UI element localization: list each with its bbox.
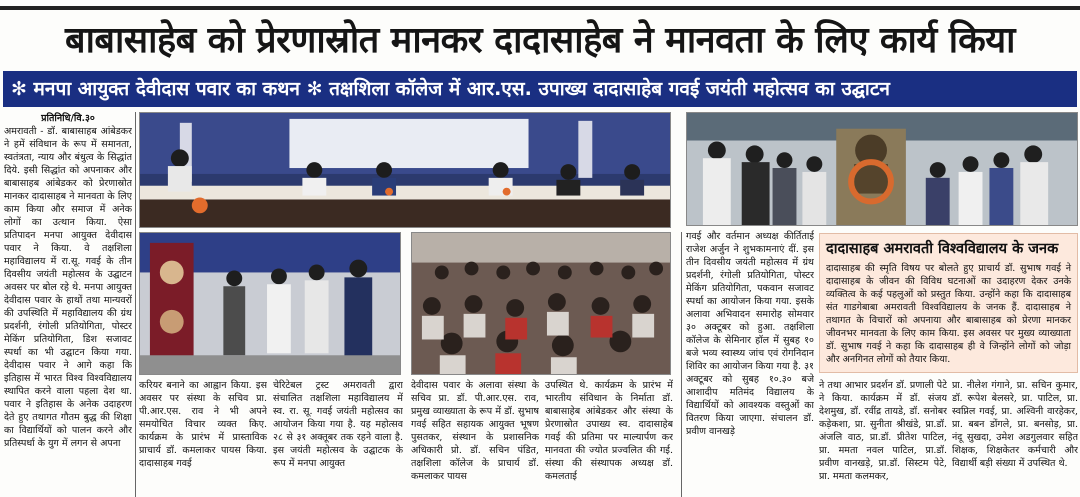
photo-lamp-lighting bbox=[139, 232, 401, 375]
article-column-7: ने तथा आभार प्रदर्शन डॉ. प्रणाली पेटे ने किया. कार्यक्रम में डॉ. संजय देशमुख, डॉ. रवींद्र तायडे, डॉ. सनोबर कड़ेकशा, प्रा. सुनीता श्रीखंडे, प्रा.डॉ. अंजलि वाठ, प्रा.डॉ. प्रीतेश पाटिल, प्रा. ममता नवल पाटिल, प्रा.डॉ. प्रवीण वानखड़े, प्रा.डॉ. सिस्टम पेटे, प्रा. ममता कलमकर, bbox=[819, 380, 947, 482]
headline: बाबासाहेब को प्रेरणास्रोत मानकर दादासाहेब ने मानवता के लिए कार्य किया bbox=[65, 20, 1015, 61]
article-column-8: प्रा. नीलेश गंगाने, प्रा. सचिन कुमार, डॉ. रूपेश बेलसरे, प्रा. पाटिल, प्रा. स्वप्निल गवई, प्रा. अश्विनी वारहेकर, प्रा. बबन डोंगले, प्रा. बनसोड़, प्रा. नंदू सुखदा, उमेश अडगुलवार सहित शिक्षक, शिक्षकेतर कर्मचारी और विद्यार्थी बड़ी संख्या में उपस्थित थे. bbox=[952, 380, 1078, 469]
photo-audience bbox=[411, 232, 671, 375]
article-column-6: गवई और वर्तमान अध्यक्ष कीर्तिताई राजेश अर्जुन ने शुभकामनाएं दीं. इस तीन दिवसीय जयंती महोत्सव में ग्रंथ प्रदर्शनी, रंगोली प्रतियोगिता, पोस्टर मेकिंग प्रतियोगिता, पकवान सजावट स्पर्धा का आयोजन किया गया. इसके अलावा अभिवादन समारोह सोमवार ३० अक्टूबर को हुआ. तक्षशिला कॉलेज के सेमिनार हॉल में सुबह १० बजे भव्य स्वास्थ्य जांच एवं रोगनिदान शिविर का आयोजन किया गया है. ३१ अक्टूबर को सुबह १०.३० बजे आशादीप मतिमंद विद्यालय के विद्यार्थियों को आवश्यक वस्तुओं का वितरण किया जाएगा. संचालन डॉ. प्रवीण वानखड़े bbox=[686, 231, 814, 437]
article-column-3: चेरिटेबल ट्रस्ट अमरावती द्वारा संचालित तक्षशिला महाविद्यालय में स्व. रा. सू. गवई जयंती महोत्सव का आयोजन किया गया है. यह महोत्सव २८ से ३१ अक्तूबर तक रहने वाला है. इस जयंती महोत्सव के उद्घाटक के रूप में मनपा आयुक्त bbox=[273, 380, 403, 469]
column-1-text: अमरावती - डॉ. बाबासाहब आंबेडकर ने हमें संविधान के रूप में समानता, स्वतंत्रता, न्याय और बंधुत्व के सिद्धांत दिये. इसी सिद्धांत को अपनाकर और बाबासाहब आंबेडकर को प्रेरणास्रोत मानकर दादासाहब ने मानवता के लिए काम किया और समाज में अनेक लोगों का उत्थान किया. ऐसा प्रतिपादन मनपा आयुक्त देवीदास पवार ने किया. वे तक्षशिला महाविद्यालय में रा.सू. गवई के तीन दिवसीय जयंती महोत्सव के उद्घाटन अवसर पर बोल रहे थे. मनपा आयुक्त देवीदास पवार के हाथों तथा मान्यवरों की उपस्थिति में महाविद्यालय की ग्रंथ प्रदर्शनी, रंगोली प्रतियोगिता, पोस्टर मेकिंग प्रतियोगिता, डिश सजावट स्पर्धा का भी उद्घाटन किया गया. देवीदास पवार ने आगे कहा कि इतिहास में भारत विश्व विश्वविद्यालय स्थापित करने वाला पहला देश था. पवार ने इतिहास के अनेक उदाहरण देते हुए तथागत गौतम बुद्ध की शिक्षा का विद्यार्थियों को पालन करने और प्रतिस्पर्धा के युग में लगन से अपना bbox=[4, 126, 132, 449]
article-column-4: देवीदास पवार के अलावा संस्था के सचिव प्रा. डॉ. पी.आर.एस. राव, प्रमुख व्याख्याता के रूप में डॉ. सुभाष गवई सहित सहायक आयुक्त भूषण पुसतकर, संस्थान के प्रशासनिक अधिकारी प्रो. डॉ. सचिन पंडित, तक्षशिला कॉलेज के प्राचार्य डॉ. कमलाकर पायस bbox=[411, 380, 539, 482]
column-divider bbox=[135, 112, 136, 497]
article-column-2: करियर बनाने का आह्वान किया. इस अवसर पर संस्था के सचिव प्रा. पी.आर.एस. राव ने भी अपने समयोचित विचार व्यक्त किए. कार्यक्रम के प्रारंभ में प्रास्ताविक प्राचार्य डॉ. कमलाकर पायस किया. दादासाहब गवई bbox=[139, 380, 267, 469]
sub-headline-banner: ✻ मनपा आयुक्त देवीदास पवार का कथन ✻ तक्षशिला कॉलेज में आर.एस. उपाख्य दादासाहेब गवई जयंती महोत्सव का उद्घाटन bbox=[3, 71, 1077, 107]
dateline: प्रतिनिधि/वि.३० bbox=[41, 113, 95, 124]
column-divider bbox=[681, 232, 682, 497]
top-rule bbox=[0, 6, 1080, 10]
sidebar-story-box bbox=[819, 233, 1078, 373]
article-column-5: उपस्थित थे. कार्यक्रम के प्रारंभ में भारतीय संविधान के निर्माता डॉ. बाबासाहेब आंबेडकर और संस्था के प्रेरणास्रोत उपाख्य स्व. दादासाहेब गवई की प्रतिमा पर माल्यार्पण कर मानवता की ज्योत प्रज्वलित की गई. संस्था की संस्थापक अध्यक्ष डॉ. कमलताई bbox=[545, 380, 673, 482]
photo-statue-tribute bbox=[686, 112, 1078, 226]
photo-stage-guests bbox=[139, 112, 671, 228]
sidebar-story-title: दादासाहब अमरावती विश्वविद्यालय के जनक bbox=[826, 241, 1059, 257]
sidebar-story-text: दादासाहब की स्मृति विषय पर बोलते हुए प्राचार्य डॉ. सुभाष गवई ने दादासाहब के जीवन की विविध घटनाओं का उदाहरण देकर उनके व्यक्तित्व के कई पहलुओं को प्रस्तुत किया. उन्होंने कहा कि दादासाहब संत गाडगेबाबा अमरावती विश्वविद्यालय के जनक हैं. दादासाहब ने तथागत के विचारों को अपनाया और बाबासाहब को प्रेरणा मानकर जीवनभर मानवता के लिए काम किया. इस अवसर पर मुख्य व्याख्याता डॉ. सुभाष गवई ने कहा कि दादासाहब ही वे जिन्होंने लोगों को जोड़ा और अनगिनत लोगों को तैयार किया. bbox=[826, 263, 1071, 365]
article-column-1 bbox=[4, 112, 132, 497]
